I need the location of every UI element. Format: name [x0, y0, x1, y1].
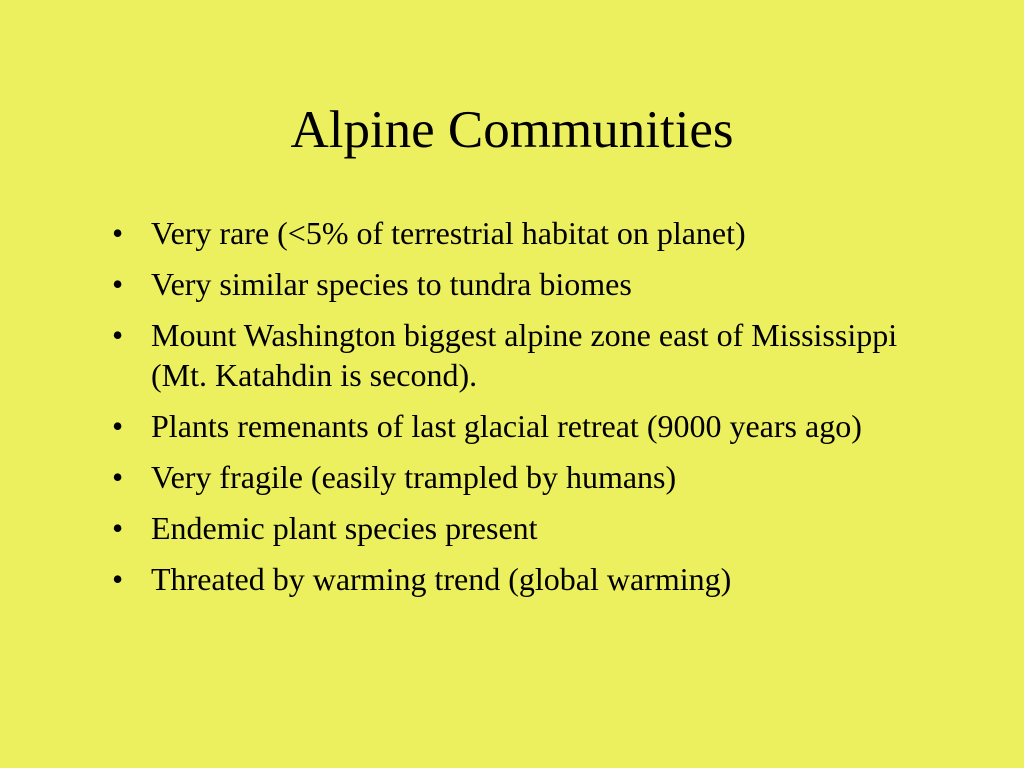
- bullet-icon: •: [112, 510, 124, 546]
- bullet-icon: •: [112, 408, 124, 444]
- bullet-icon: •: [112, 317, 124, 353]
- bullet-text: Endemic plant species present: [151, 510, 538, 546]
- bullet-item: [108, 457, 908, 497]
- bullet-item: [108, 508, 908, 548]
- bullet-text: Threated by warming trend (global warming): [151, 561, 732, 597]
- bullet-item: [108, 264, 908, 304]
- bullet-icon: •: [112, 266, 124, 302]
- bullet-text: Very rare (<5% of terrestrial habitat on planet): [151, 215, 746, 251]
- bullet-icon: •: [112, 561, 124, 597]
- bullet-item: [108, 213, 908, 253]
- bullet-item: [108, 559, 908, 599]
- bullet-item: [108, 315, 908, 395]
- bullet-icon: •: [112, 215, 124, 251]
- bullet-text: Plants remenants of last glacial retreat (9000 years ago): [151, 408, 862, 444]
- bullet-text: Very fragile (easily trampled by humans): [151, 459, 677, 495]
- bullet-text: Very similar species to tundra biomes: [151, 266, 632, 302]
- bullet-text: Mount Washington biggest alpine zone east of Mississippi (Mt. Katahdin is second).: [151, 317, 898, 393]
- bullet-list: [108, 213, 908, 610]
- bullet-item: [108, 406, 908, 446]
- slide-title: Alpine Communities: [290, 101, 734, 159]
- bullet-icon: •: [112, 459, 124, 495]
